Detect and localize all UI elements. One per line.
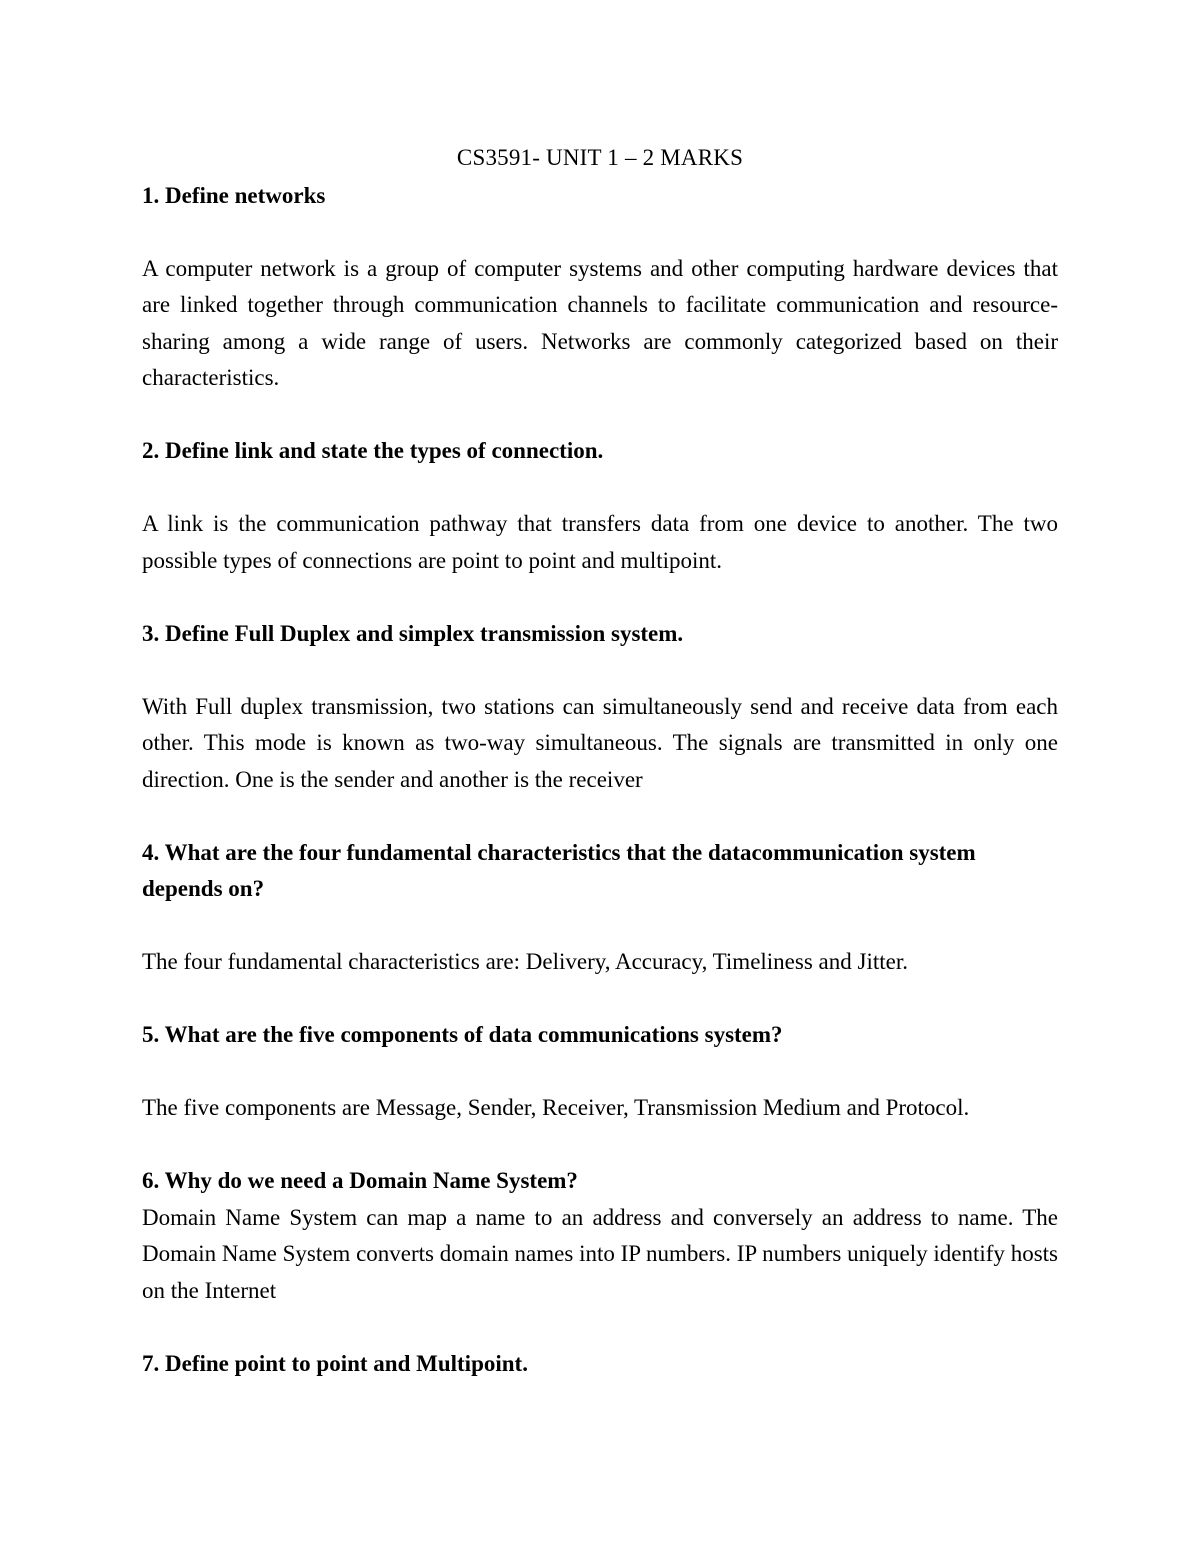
spacer bbox=[142, 652, 1058, 689]
spacer bbox=[142, 798, 1058, 835]
question-5: 5. What are the five components of data communications system? bbox=[142, 1022, 783, 1047]
document-title: CS3591- UNIT 1 – 2 MARKS bbox=[456, 145, 744, 170]
spacer bbox=[142, 1127, 1058, 1164]
answer-5: The five components are Message, Sender, Receiver, Transmission Medium and Protocol. bbox=[142, 1095, 970, 1120]
answer-2: A link is the communication pathway that transfers data from one device to another. The two possible types of connections are point to point and multipoint. bbox=[142, 511, 1058, 573]
question-7: 7. Define point to point and Multipoint. bbox=[142, 1350, 528, 1376]
spacer bbox=[142, 579, 1058, 616]
answer-4: The four fundamental characteristics are: Delivery, Accuracy, Timeliness and Jitter. bbox=[142, 949, 908, 974]
question-2: 2. Define link and state the types of connection. bbox=[142, 438, 604, 463]
spacer bbox=[142, 1054, 1058, 1091]
spacer bbox=[142, 397, 1058, 434]
question-4: 4. What are the four fundamental characteristics that the datacommunication system depends on? bbox=[142, 839, 976, 901]
spacer bbox=[142, 1309, 1058, 1346]
answer-6: Domain Name System can map a name to an address and conversely an address to name. The Domain Name System converts domain names into IP numbers. IP numbers uniquely identify hosts on the Internet bbox=[142, 1204, 1058, 1303]
question-1: 1. Define networks bbox=[142, 182, 326, 208]
question-3: 3. Define Full Duplex and simplex transmission system. bbox=[142, 620, 684, 646]
spacer bbox=[142, 908, 1058, 945]
spacer bbox=[142, 981, 1058, 1018]
document-page bbox=[142, 140, 1058, 1382]
spacer bbox=[142, 214, 1058, 251]
answer-3: With Full duplex transmission, two stations can simultaneously send and receive data from each other. This mode is known as two-way simultaneous. The signals are transmitted in only one direction. One is the sender and another is the receiver bbox=[142, 693, 1058, 792]
question-6: 6. Why do we need a Domain Name System? bbox=[142, 1168, 578, 1193]
answer-1: A computer network is a group of computer systems and other computing hardware devices that are linked together through communication channels to facilitate communication and resource-sharing among a wide range of users. Networks are commonly categorized based on their characteristics. bbox=[142, 255, 1058, 390]
spacer bbox=[142, 470, 1058, 507]
